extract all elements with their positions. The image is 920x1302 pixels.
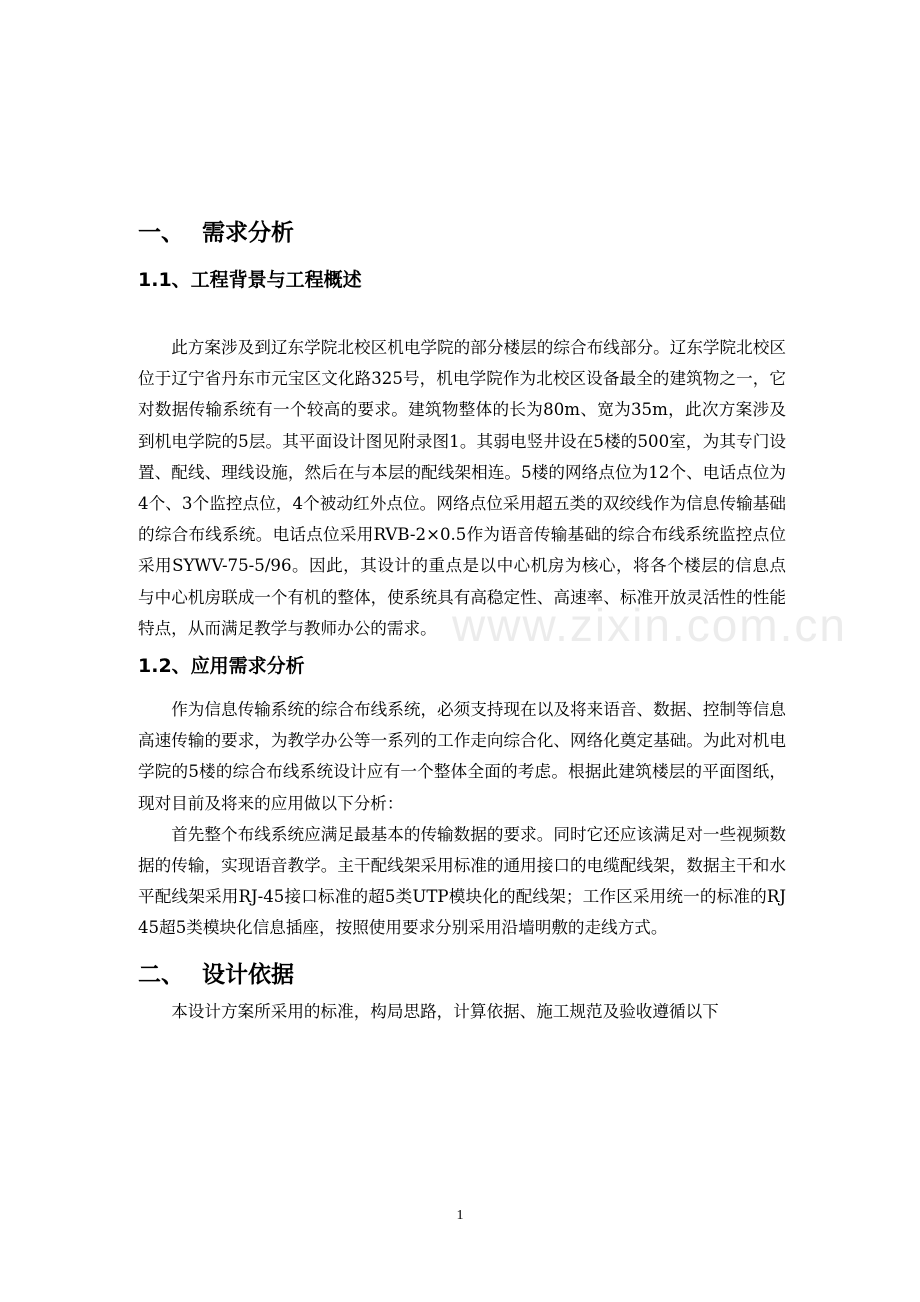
section-heading-1: 一、 需求分析	[138, 220, 294, 246]
subsection-heading-1-1: 1.1、工程背景与工程概述	[138, 269, 362, 291]
page-content	[138, 212, 786, 1027]
subsection-heading-1-2: 1.2、应用需求分析	[138, 655, 305, 678]
paragraph-requirements: 作为信息传输系统的综合布线系统，必须支持现在以及将来语音、数据、控制等信息高速传输的要求，为教学办公等一系列的工作走向综合化、网络化奠定基础。为此对机电学院的5楼的综合布线系统设计应有一个整体全面的考虑。根据此建筑楼层的平面图纸，现对目前及将来的应用做以下分析：	[138, 700, 786, 813]
watermark: www.zixin.com.cn	[452, 599, 847, 651]
section-heading-2: 二、 设计依据	[138, 961, 294, 988]
paragraph-project-background: 此方案涉及到辽东学院北校区机电学院的部分楼层的综合布线部分。辽东学院北校区位于辽宁省丹东市元宝区文化路325号，机电学院作为北校区设备最全的建筑物之一，它对数据传输系统有一个较高的要求。建筑物整体的长为80m、宽为35m，此次方案涉及到机电学院的5层。其平面设计图见附录图1。其弱电竖井设在5楼的500室，为其专门设置、配线、理线设施，然后在与本层的配线架相连。5楼的网络点位为12个、电话点位为4个、3个监控点位，4个被动红外点位。网络点位采用超五类的双绞线作为信息传输基础的综合布线系统。电话点位采用RVB-2×0.5作为语音传输基础的综合布线系统监控点位采用SYWV-75-5/96。因此，其设计的重点是以中心机房为核心，将各个楼层的信息点与中心机房联成一个有机的整体，使系统具有高稳定性、高速率、标准开放灵活性的性能特点，从而满足教学与教师办公的需求。	[138, 338, 786, 638]
paragraph-analysis: 首先整个布线系统应满足最基本的传输数据的要求。同时它还应该满足对一些视频数据的传输，实现语音教学。主干配线架采用标准的通用接口的电缆配线架，数据主干和水平配线架采用RJ-45接口标准的超5类UTP模块化的配线架；工作区采用统一的标准的RJ45超5类模块化信息插座，按照使用要求分别采用沿墙明敷的走线方式。	[138, 824, 786, 938]
paragraph-design-basis: 本设计方案所采用的标准，构局思路，计算依据、施工规范及验收遵循以下	[171, 1001, 719, 1021]
page-number: 1	[456, 1208, 464, 1223]
